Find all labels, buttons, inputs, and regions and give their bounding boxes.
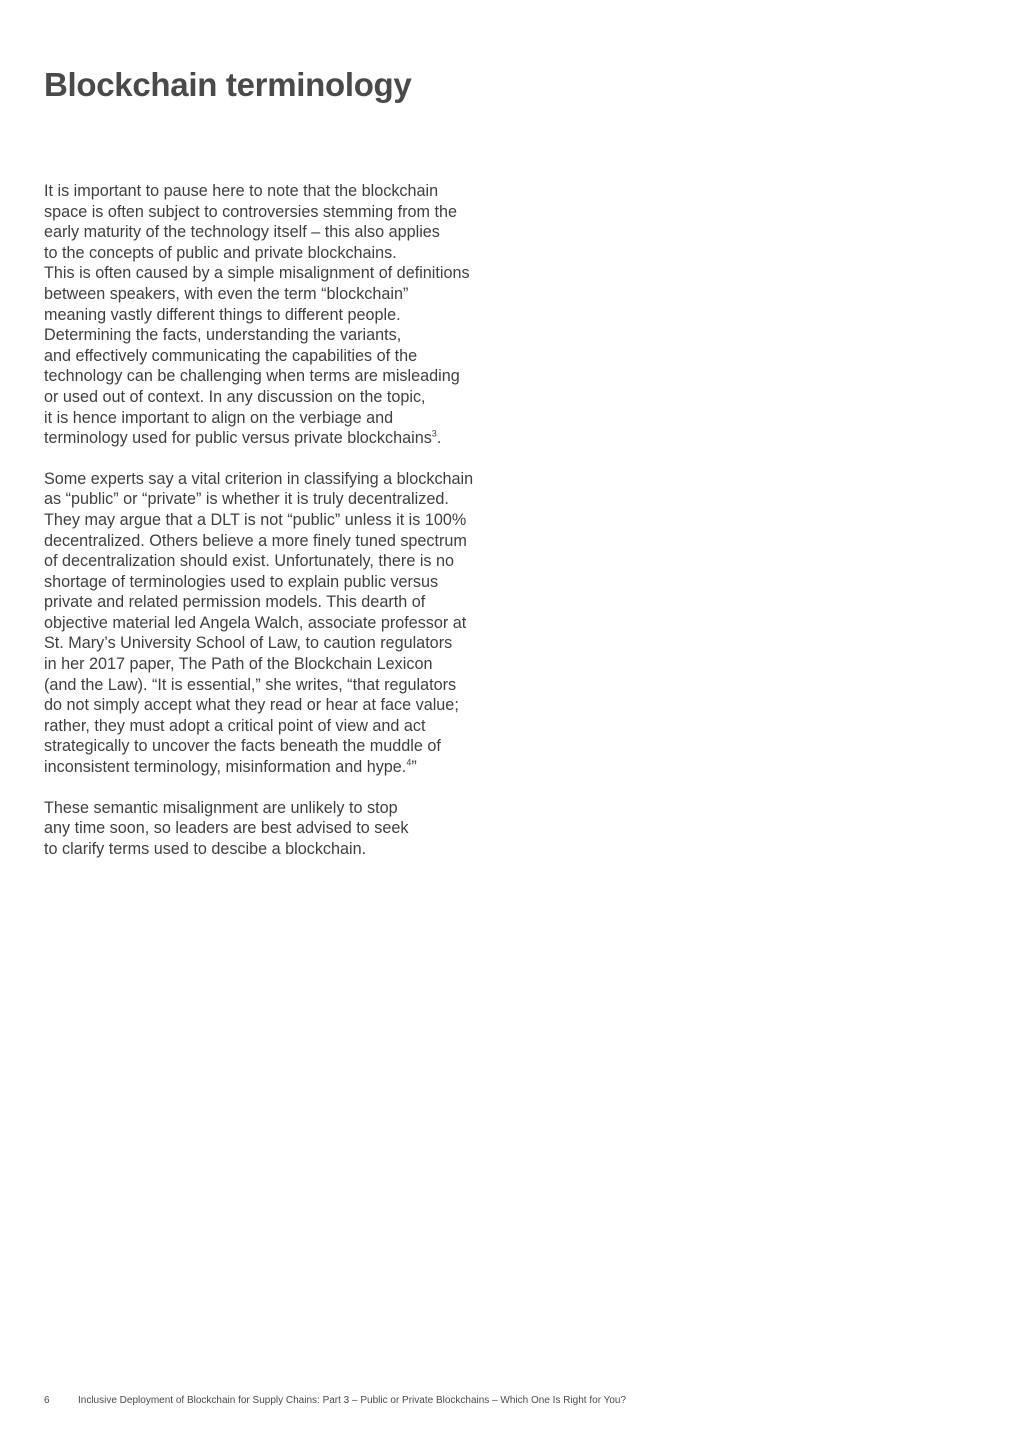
text-line: it is hence important to align on the verbiage and (44, 408, 394, 427)
page-title: Blockchain terminology (44, 66, 412, 103)
text-line: to clarify terms used to descibe a blockchain. (44, 839, 367, 858)
text-line: They may argue that a DLT is not “public” unless it is 100% (44, 510, 467, 529)
text-line: and effectively communicating the capabilities of the (44, 346, 418, 365)
footnote-ref[interactable]: 4 (406, 757, 412, 768)
page-footer (44, 1395, 626, 1406)
body-text (44, 181, 504, 879)
text-line: objective material led Angela Walch, associate professor at (44, 613, 467, 632)
footer-text: Inclusive Deployment of Blockchain for Supply Chains: Part 3 – Public or Private Blockchains – Which One Is Right for You? (78, 1395, 627, 1406)
footnote-ref[interactable]: 3 (431, 428, 437, 439)
text-line (44, 428, 504, 449)
text-line: any time soon, so leaders are best advised to seek (44, 819, 409, 838)
text-line: It is important to pause here to note that the blockchain (44, 182, 439, 200)
text-line: Determining the facts, understanding the variants, (44, 326, 402, 345)
paragraph (44, 798, 504, 860)
text-line: space is often subject to controversies stemming from the (44, 202, 457, 221)
text-line: between speakers, with even the term “blockchain” (44, 284, 409, 303)
text-line: to the concepts of public and private blockchains. (44, 243, 397, 262)
text-line: These semantic misalignment are unlikely to stop (44, 798, 398, 817)
text-line: (and the Law). “It is essential,” she writes, “that regulators (44, 675, 457, 694)
paragraph (44, 181, 504, 449)
text-line: rather, they must adopt a critical point of view and act (44, 716, 426, 735)
text-line: strategically to uncover the facts beneath the muddle of (44, 737, 441, 756)
text-line: St. Mary’s University School of Law, to caution regulators (44, 634, 453, 653)
text-line: of decentralization should exist. Unfortunately, there is no (44, 552, 455, 571)
text-line (44, 757, 504, 778)
text-line: private and related permission models. This dearth of (44, 593, 426, 612)
text-line: decentralized. Others believe a more finely tuned spectrum (44, 531, 467, 550)
text-line: Some experts say a vital criterion in classifying a blockchain (44, 469, 474, 488)
text-line: as “public” or “private” is whether it is truly decentralized. (44, 490, 449, 509)
text-line: in her 2017 paper, The Path of the Blockchain Lexicon (44, 655, 433, 674)
text-line: technology can be challenging when terms are misleading (44, 367, 460, 386)
text-line: shortage of terminologies used to explain public versus (44, 572, 439, 591)
text-fragment: inconsistent terminology, misinformation and hype. (44, 758, 407, 777)
text-fragment: terminology used for public versus private blockchains (44, 429, 432, 448)
text-fragment: . (436, 429, 442, 448)
text-line: This is often caused by a simple misalignment of definitions (44, 264, 470, 283)
page-number: 6 (44, 1395, 50, 1406)
paragraph (44, 469, 504, 778)
text-fragment: ” (411, 758, 417, 777)
text-line: do not simply accept what they read or hear at face value; (44, 696, 459, 715)
text-line: early maturity of the technology itself – this also applies (44, 223, 440, 242)
text-line: meaning vastly different things to different people. (44, 305, 401, 324)
text-line: or used out of context. In any discussion on the topic, (44, 387, 426, 406)
